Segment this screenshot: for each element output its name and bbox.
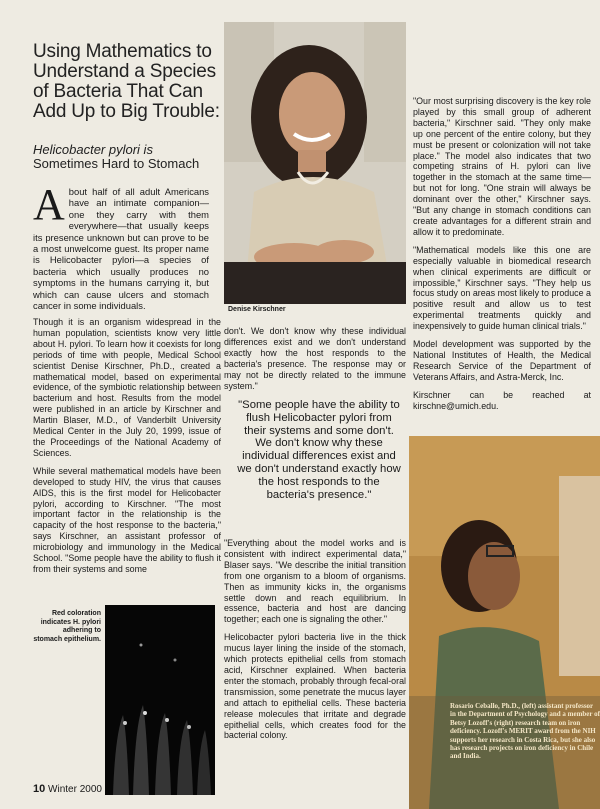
- researchers-caption: Rosario Ceballo, Ph.D., (left) assistant professor in the Department of Psychology and a member of Betsy Lozoff's (right) research team on iron deficiency. Lozoff's MERIT award from the NIH supports her research in Costa Rica, but she also has research projects on iron deficiency in Chile and India.: [450, 702, 600, 761]
- pull-quote: "Some people have the ability to flush Helicobacter pylori from their systems and some don't. We don't know why these individual differences exist and we don't understand exactly how the host responds to the bacteria's presence.": [237, 399, 401, 501]
- column-1: [33, 317, 221, 582]
- col1-paragraph: While several mathematical models have been developed to study HIV, the virus that causes AIDS, this is the first model for Helicobacter pylori, according to Kirschner. "The most important factor in the relationship is the capacity of the host response to the bacteria," says Kirschner, an assistant professor of microbiology and immunology in the Medical School. "Some people have the ability to flush it from their systems and some: [33, 465, 221, 574]
- subtitle-species: Helicobacter pylori: [33, 142, 140, 157]
- issue-label: Winter 2000: [48, 784, 102, 795]
- subtitle-connector: is: [139, 142, 153, 157]
- col2-paragraph: don't. We don't know why these individual differences exist and we don't understand exactly how the host responds to the bacteria's presence. The response may or may not be directly related to the immune system.": [224, 326, 406, 391]
- col3-paragraph: "Mathematical models like this one are especially valuable in biomedical research when clinical experiments are difficult or impossible," Kirschner says. "They help us focus study on areas most likely to produce a positive result and allow us to test experimental treatments quickly and inexpensively to guide human clinical trials.": [413, 244, 591, 332]
- col3-paragraph: "Our most surprising discovery is the key role played by this small group of adherent bacteria," Kirschner said. "They only make up one percent of the entire colony, but they must be present or colonization will not take place." The model also indicates that two competing strains of H. pylori can live together in the stomach at the same time—but not for long. "One strain will always be dominant over the other," Kirschner says. "But any change in stomach conditions can create advantages for a different strain and allow it to predominate.: [413, 96, 591, 237]
- micrograph-image: [105, 605, 215, 795]
- article-title: Using Mathematics to Understand a Species of Bacteria That Can Add Up to Big Trouble:: [33, 41, 220, 122]
- column-3: [413, 96, 591, 418]
- lead-text: bout half of all adult Americans have an intimate companion—one they carry with them everywhere—that usually keeps its presence unknown but can prove to be a most unwelcome guest. Its proper name is Helicobacter pylori—a species of bacteria which usually produces no symptoms in the humans carrying it, but which can cause ulcers and stomach cancer in some individuals.: [33, 186, 209, 312]
- article-subtitle-line2: Sometimes Hard to Stomach: [33, 156, 200, 171]
- col2-paragraph: "Everything about the model works and is consistent with indirect experimental data," Blaser says. "We describe the initial transition from one organism to a bloom of organisms. Then as immunity kicks in, the organisms settle down and reach equilibrium. In essence, bacteria and host are dancing together; each one is signaling the other.": [224, 538, 406, 625]
- dropcap: A: [33, 180, 65, 229]
- col2-paragraph: Helicobacter pylori bacteria live in the thick mucus layer lining the inside of the stomach, which protects epithelial cells from stomach acid, Kirschner explained. When bacteria enter the stomach, probably through fecal-oral transmission, some penetrate the mucus layer and attach to epithelial cells. These bacteria release molecules that irritate and degrade epithelial cells, which creates food for the bacterial colony.: [224, 632, 406, 741]
- denise-caption: Denise Kirschner: [228, 306, 286, 313]
- col3-paragraph: Kirschner can be reached at kirschne@umich.edu.: [413, 389, 591, 411]
- column-2: [224, 326, 406, 398]
- page-footer: [33, 783, 102, 795]
- page-number: 10: [33, 783, 46, 795]
- col1-paragraph: Though it is an organism widespread in the human population, scientists know very little about H. pylori. To learn how it coexists for long periods of time with people, Medical School scientist Denise Kirschner, Ph.D., created a mathematical model, based on experimental evidence, of the symbiotic relationship between bacterium and host. Results from the model were published in an article by Kirschner and Martin Blaser, M.D., of Vanderbilt University Medical Center in the July 20, 1999, issue of the Proceedings of the National Academy of Sciences.: [33, 317, 221, 458]
- col3-paragraph: Model development was supported by the National Institutes of Health, the Medical Research Service of the Department of Veterans Affairs, and Astra-Merck, Inc.: [413, 339, 591, 382]
- micrograph-caption: Red coloration indicates H. pylori adhering to stomach epithelium.: [33, 610, 101, 643]
- denise-kirschner-photo: [224, 22, 406, 304]
- article-subtitle: [33, 143, 223, 157]
- column-2-continued: [224, 538, 406, 748]
- lead-paragraph: [33, 180, 209, 312]
